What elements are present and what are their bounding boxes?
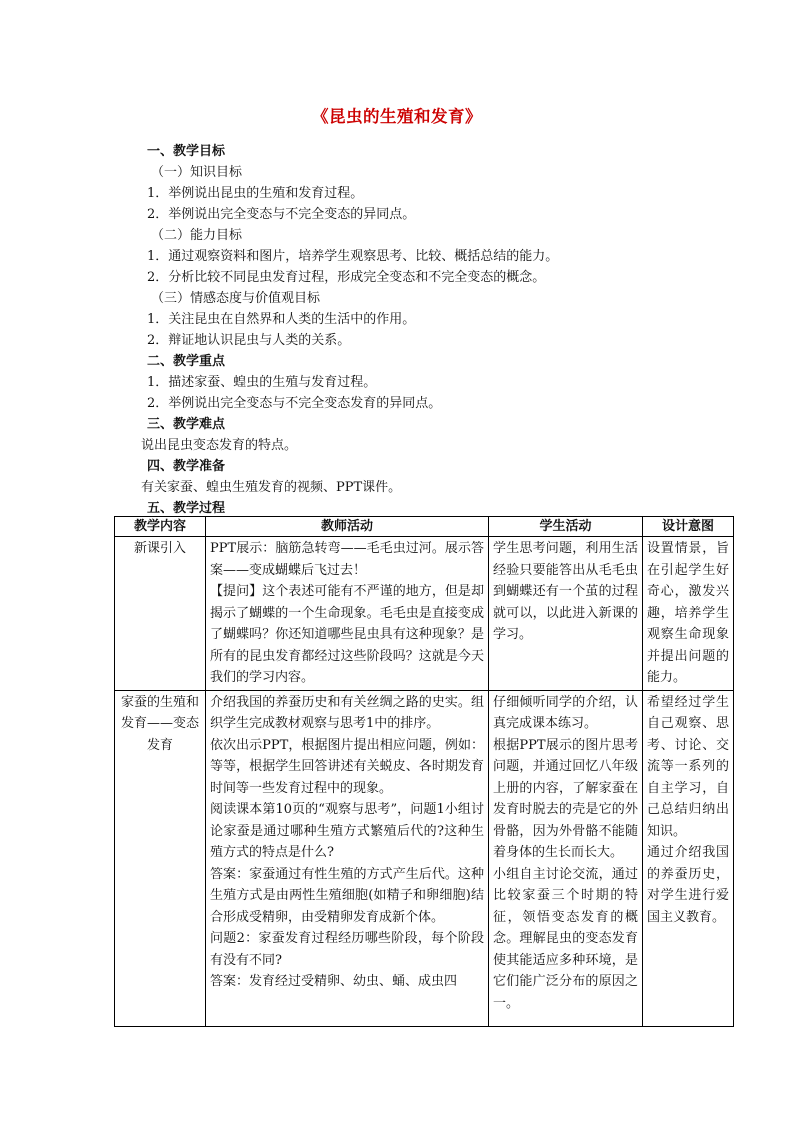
document-title: 《昆虫的生殖和发育》: [312, 107, 482, 126]
cell-paragraph: 仔细倾听同学的介绍，认真完成课本练习。: [493, 694, 638, 731]
subsection-heading: （二）能力目标: [151, 228, 243, 243]
teaching-process-table: [114, 516, 734, 1027]
header-design-intent: 设计意图: [643, 517, 734, 537]
cell-paragraph: 依次出示PPT，根据图片提出相应问题，例如：等等，根据学生回答讲述有关蜕皮、各时期发育时间等一些发育过程中的现象。: [210, 737, 484, 796]
section-heading: 三、教学难点: [147, 417, 226, 432]
outline-item: 1．关注昆虫在自然界和人类的生活中的作用。: [147, 312, 416, 327]
section-heading: 二、教学重点: [147, 354, 226, 369]
table-header-row: [115, 517, 734, 537]
cell-paragraph: 介绍我国的养蚕历史和有关丝绸之路的史实。组织学生完成教材观察与思考1中的排序。: [210, 694, 484, 731]
cell-paragraph: 答案：发育经过受精卵、幼虫、蛹、成虫四: [210, 974, 458, 989]
cell-paragraph: 小组自主讨论交流，通过比较家蚕三个时期的特征，领悟变态发育的概念。理解昆虫的变态发育使其能适应多种环境，是它们能广泛分布的原因之一。: [493, 866, 638, 1011]
cell-paragraph: 通过介绍我国的养蚕历史，对学生进行爱国主义教育。: [647, 845, 729, 925]
outline-item: 1．通过观察资料和图片，培养学生观察思考、比较、概括总结的能力。: [147, 249, 559, 264]
cell-paragraph: 设置情景，旨在引起学生好奇心，激发兴趣，培养学生观察生命现象并提出问题的能力。: [647, 541, 729, 685]
outline-item: 2．举例说出完全变态与不完全变态发育的异同点。: [147, 396, 442, 411]
cell-paragraph: 答案：家蚕通过有性生殖的方式产生后代。这种生殖方式是由两性生殖细胞(如精子和卵细胞)结合形成受精卵，由受精卵发育成新个体。: [210, 866, 484, 925]
outline-item: 2．辩证地认识昆虫与人类的关系。: [147, 333, 351, 348]
table-row: [115, 537, 734, 691]
cell-design-intent: [643, 537, 734, 691]
cell-paragraph: 阅读课本第10页的“观察与思考”，问题1小组讨论家蚕是通过哪种生殖方式繁殖后代的?这种生殖方式的特点是什么?: [210, 802, 484, 860]
cell-paragraph: 根据PPT展示的图片思考问题，并通过回忆八年级上册的内容，了解家蚕在发育时脱去的壳是它的外骨骼，因为外骨骼不能随着身体的生长而长大。: [493, 737, 638, 860]
cell-paragraph: 【提问】这个表述可能有不严谨的地方，但是却揭示了蝴蝶的一个生命现象。毛毛虫是直接变成了蝴蝶吗？你还知道哪些昆虫具有这种现象？是所有的昆虫发育都经过这些阶段吗？这就是今天我们的学习内容。: [210, 584, 484, 685]
subsection-heading: （三）情感态度与价值观目标: [151, 291, 321, 306]
cell-teacher-activity: [206, 537, 489, 691]
outline-item: 2．举例说出完全变态与不完全变态的异同点。: [147, 207, 416, 222]
cell-student-activity: [489, 537, 643, 691]
cell-teacher-activity: [206, 690, 489, 1026]
cell-paragraph: 希望经过学生自己观察、思考、讨论、交流等一系列的自主学习，自己总结归纳出知识。: [647, 694, 729, 839]
outline-item: 说出昆虫变态发育的特点。: [141, 438, 298, 453]
cell-paragraph: 问题2：家蚕发育过程经历哪些阶段，每个阶段有没有不同?: [210, 931, 484, 968]
header-teaching-content: 教学内容: [115, 517, 206, 537]
cell-student-activity: [489, 690, 643, 1026]
outline-item: 1．举例说出昆虫的生殖和发育过程。: [147, 186, 364, 201]
cell-paragraph: PPT展示：脑筋急转弯——毛毛虫过河。展示答案——变成蝴蝶后飞过去！: [210, 541, 484, 578]
table-row: [115, 690, 734, 1026]
outline-item: 2．分析比较不同昆虫发育过程，形成完全变态和不完全变态的概念。: [147, 270, 546, 285]
header-student-activity: 学生活动: [489, 517, 643, 537]
section-heading: 五、教学过程: [147, 501, 226, 516]
lesson-outline: [141, 141, 747, 519]
cell-teaching-content: 新课引入: [115, 537, 206, 691]
outline-item: 1．描述家蚕、蝗虫的生殖与发育过程。: [147, 375, 377, 390]
section-heading: 一、教学目标: [147, 144, 226, 159]
subsection-heading: （一）知识目标: [151, 165, 243, 180]
cell-teaching-content: 家蚕的生殖和发育——变态发育: [115, 690, 206, 1026]
section-heading: 四、教学准备: [147, 459, 226, 474]
header-teacher-activity: 教师活动: [206, 517, 489, 537]
cell-paragraph: 学生思考问题，利用生活经验只要能答出从毛毛虫到蝴蝶还有一个茧的过程就可以，以此进入新课的学习。: [493, 541, 638, 642]
outline-item: 有关家蚕、蝗虫生殖发育的视频、PPT课件。: [141, 480, 402, 495]
cell-design-intent: [643, 690, 734, 1026]
